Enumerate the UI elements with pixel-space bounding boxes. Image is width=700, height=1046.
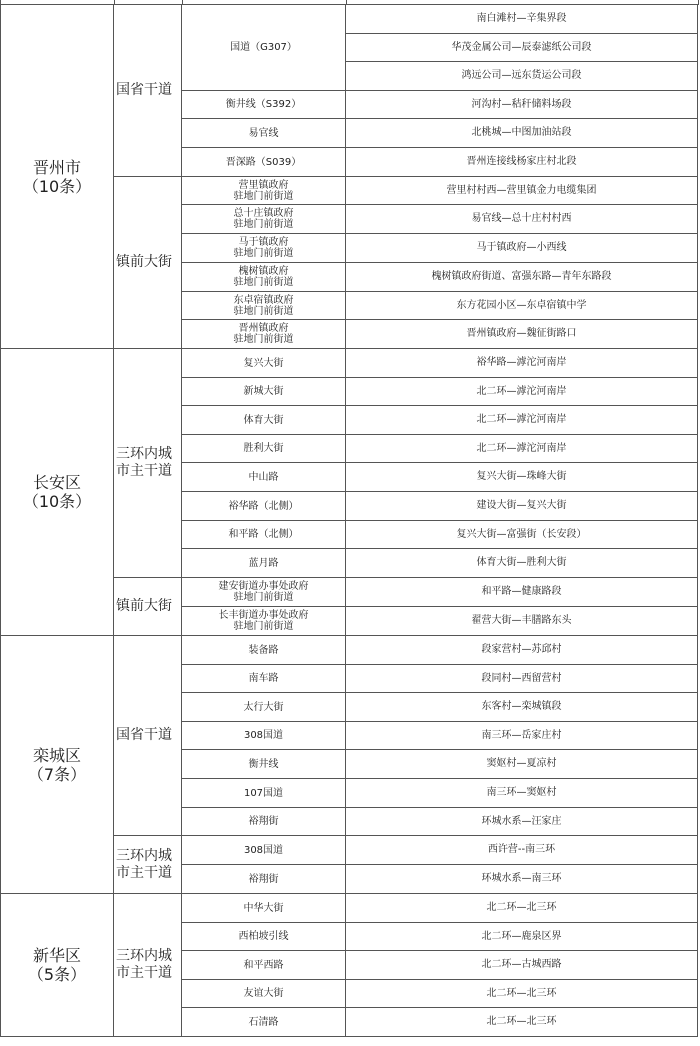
- segment-cell: 北二环—北三环: [346, 980, 698, 1008]
- road-name-cell: 复兴大街: [182, 349, 346, 378]
- segment-cell: 段同村—西留营村: [346, 665, 698, 693]
- road-name-cell: 晋州镇政府 驻地门前街道: [182, 320, 346, 349]
- road-type-cell: 镇前大街: [114, 578, 182, 636]
- segment-cell: 槐树镇政府街道、富强东路—青年东路段: [346, 263, 698, 292]
- segment-cell: 东方花园小区—东卓宿镇中学: [346, 292, 698, 320]
- road-name-cell: 槐树镇政府 驻地门前街道: [182, 263, 346, 292]
- road-name-cell: 308国道: [182, 722, 346, 750]
- road-type-cell: 镇前大街: [114, 177, 182, 349]
- district-cell: 新华区 （5条）: [0, 894, 114, 1037]
- road-name-cell: 西柏坡引线: [182, 923, 346, 951]
- road-name-cell: 中华大街: [182, 894, 346, 923]
- road-name-cell: 南车路: [182, 665, 346, 693]
- district-cell: 栾城区 （7条）: [0, 636, 114, 894]
- road-name-cell: 建安街道办事处政府 驻地门前街道: [182, 578, 346, 607]
- segment-cell: 马于镇政府—小西线: [346, 234, 698, 263]
- segment-cell: 北二环—滹沱河南岸: [346, 406, 698, 435]
- segment-cell: 华茂金属公司—辰泰滤纸公司段: [346, 34, 698, 62]
- road-name-cell: 衡井线（S392）: [182, 91, 346, 119]
- road-name-cell: 石清路: [182, 1008, 346, 1037]
- road-name-cell: 国道（G307）: [182, 5, 346, 91]
- segment-cell: 营里村村西—营里镇金力电缆集团: [346, 177, 698, 205]
- road-name-cell: 蓝月路: [182, 549, 346, 578]
- segment-cell: 晋州镇政府—魏征街路口: [346, 320, 698, 349]
- segment-cell: 翟营大街—丰膳路东头: [346, 607, 698, 636]
- road-name-cell: 易官线: [182, 119, 346, 148]
- road-name-cell: 裕华路（北侧）: [182, 492, 346, 521]
- road-name-cell: 东卓宿镇政府 驻地门前街道: [182, 292, 346, 320]
- segment-cell: 裕华路—滹沱河南岸: [346, 349, 698, 378]
- segment-cell: 东客村—栾城镇段: [346, 693, 698, 722]
- road-name-cell: 中山路: [182, 463, 346, 492]
- road-name-cell: 和平西路: [182, 951, 346, 980]
- segment-cell: 环城水系—南三环: [346, 865, 698, 894]
- segment-cell: 西许营--南三环: [346, 836, 698, 865]
- segment-cell: 南三环—岳家庄村: [346, 722, 698, 750]
- road-name-cell: 马于镇政府 驻地门前街道: [182, 234, 346, 263]
- segment-cell: 窦妪村—夏凉村: [346, 750, 698, 779]
- road-name-cell: 长丰街道办事处政府 驻地门前街道: [182, 607, 346, 636]
- segment-cell: 北二环—北三环: [346, 1008, 698, 1037]
- segment-cell: 河沟村—秸秆储料场段: [346, 91, 698, 119]
- segment-cell: 晋州连接线杨家庄村北段: [346, 148, 698, 177]
- road-type-cell: 三环内城 市主干道: [114, 836, 182, 894]
- road-name-cell: 体育大街: [182, 406, 346, 435]
- segment-cell: 建设大街—复兴大街: [346, 492, 698, 521]
- road-name-cell: 和平路（北侧）: [182, 521, 346, 549]
- road-type-cell: 三环内城 市主干道: [114, 349, 182, 578]
- road-name-cell: 衡井线: [182, 750, 346, 779]
- segment-cell: 鸿远公司—远东货运公司段: [346, 62, 698, 91]
- road-type-cell: 三环内城 市主干道: [114, 894, 182, 1037]
- segment-cell: 北二环—鹿泉区界: [346, 923, 698, 951]
- road-type-cell: 国省干道: [114, 5, 182, 177]
- road-name-cell: 107国道: [182, 779, 346, 808]
- segment-cell: 北二环—北三环: [346, 894, 698, 923]
- segment-cell: 复兴大街—富强街（长安段）: [346, 521, 698, 549]
- district-cell: 晋州市 （10条）: [0, 5, 114, 349]
- road-name-cell: 胜利大街: [182, 435, 346, 463]
- segment-cell: 北桃城—中图加油站段: [346, 119, 698, 148]
- segment-cell: 南白滩村—辛集界段: [346, 5, 698, 34]
- segment-cell: 复兴大街—珠峰大街: [346, 463, 698, 492]
- road-name-cell: 装备路: [182, 636, 346, 665]
- road-name-cell: 营里镇政府 驻地门前街道: [182, 177, 346, 205]
- road-name-cell: 总十庄镇政府 驻地门前街道: [182, 205, 346, 234]
- road-name-cell: 新城大街: [182, 378, 346, 406]
- segment-cell: 段家营村—苏邱村: [346, 636, 698, 665]
- district-cell: 长安区 （10条）: [0, 349, 114, 636]
- road-name-cell: 308国道: [182, 836, 346, 865]
- segment-cell: 北二环—滹沱河南岸: [346, 378, 698, 406]
- segment-cell: 南三环—窦妪村: [346, 779, 698, 808]
- road-name-cell: 晋深路（S039）: [182, 148, 346, 177]
- segment-cell: 环城水系—汪家庄: [346, 808, 698, 836]
- road-name-cell: 裕翔街: [182, 865, 346, 894]
- segment-cell: 易官线—总十庄村村西: [346, 205, 698, 234]
- segment-cell: 体育大街—胜利大街: [346, 549, 698, 578]
- road-type-cell: 国省干道: [114, 636, 182, 836]
- segment-cell: 北二环—滹沱河南岸: [346, 435, 698, 463]
- segment-cell: 北二环—古城西路: [346, 951, 698, 980]
- segment-cell: 和平路—健康路段: [346, 578, 698, 607]
- road-name-cell: 裕翔街: [182, 808, 346, 836]
- road-name-cell: 太行大街: [182, 693, 346, 722]
- road-name-cell: 友谊大街: [182, 980, 346, 1008]
